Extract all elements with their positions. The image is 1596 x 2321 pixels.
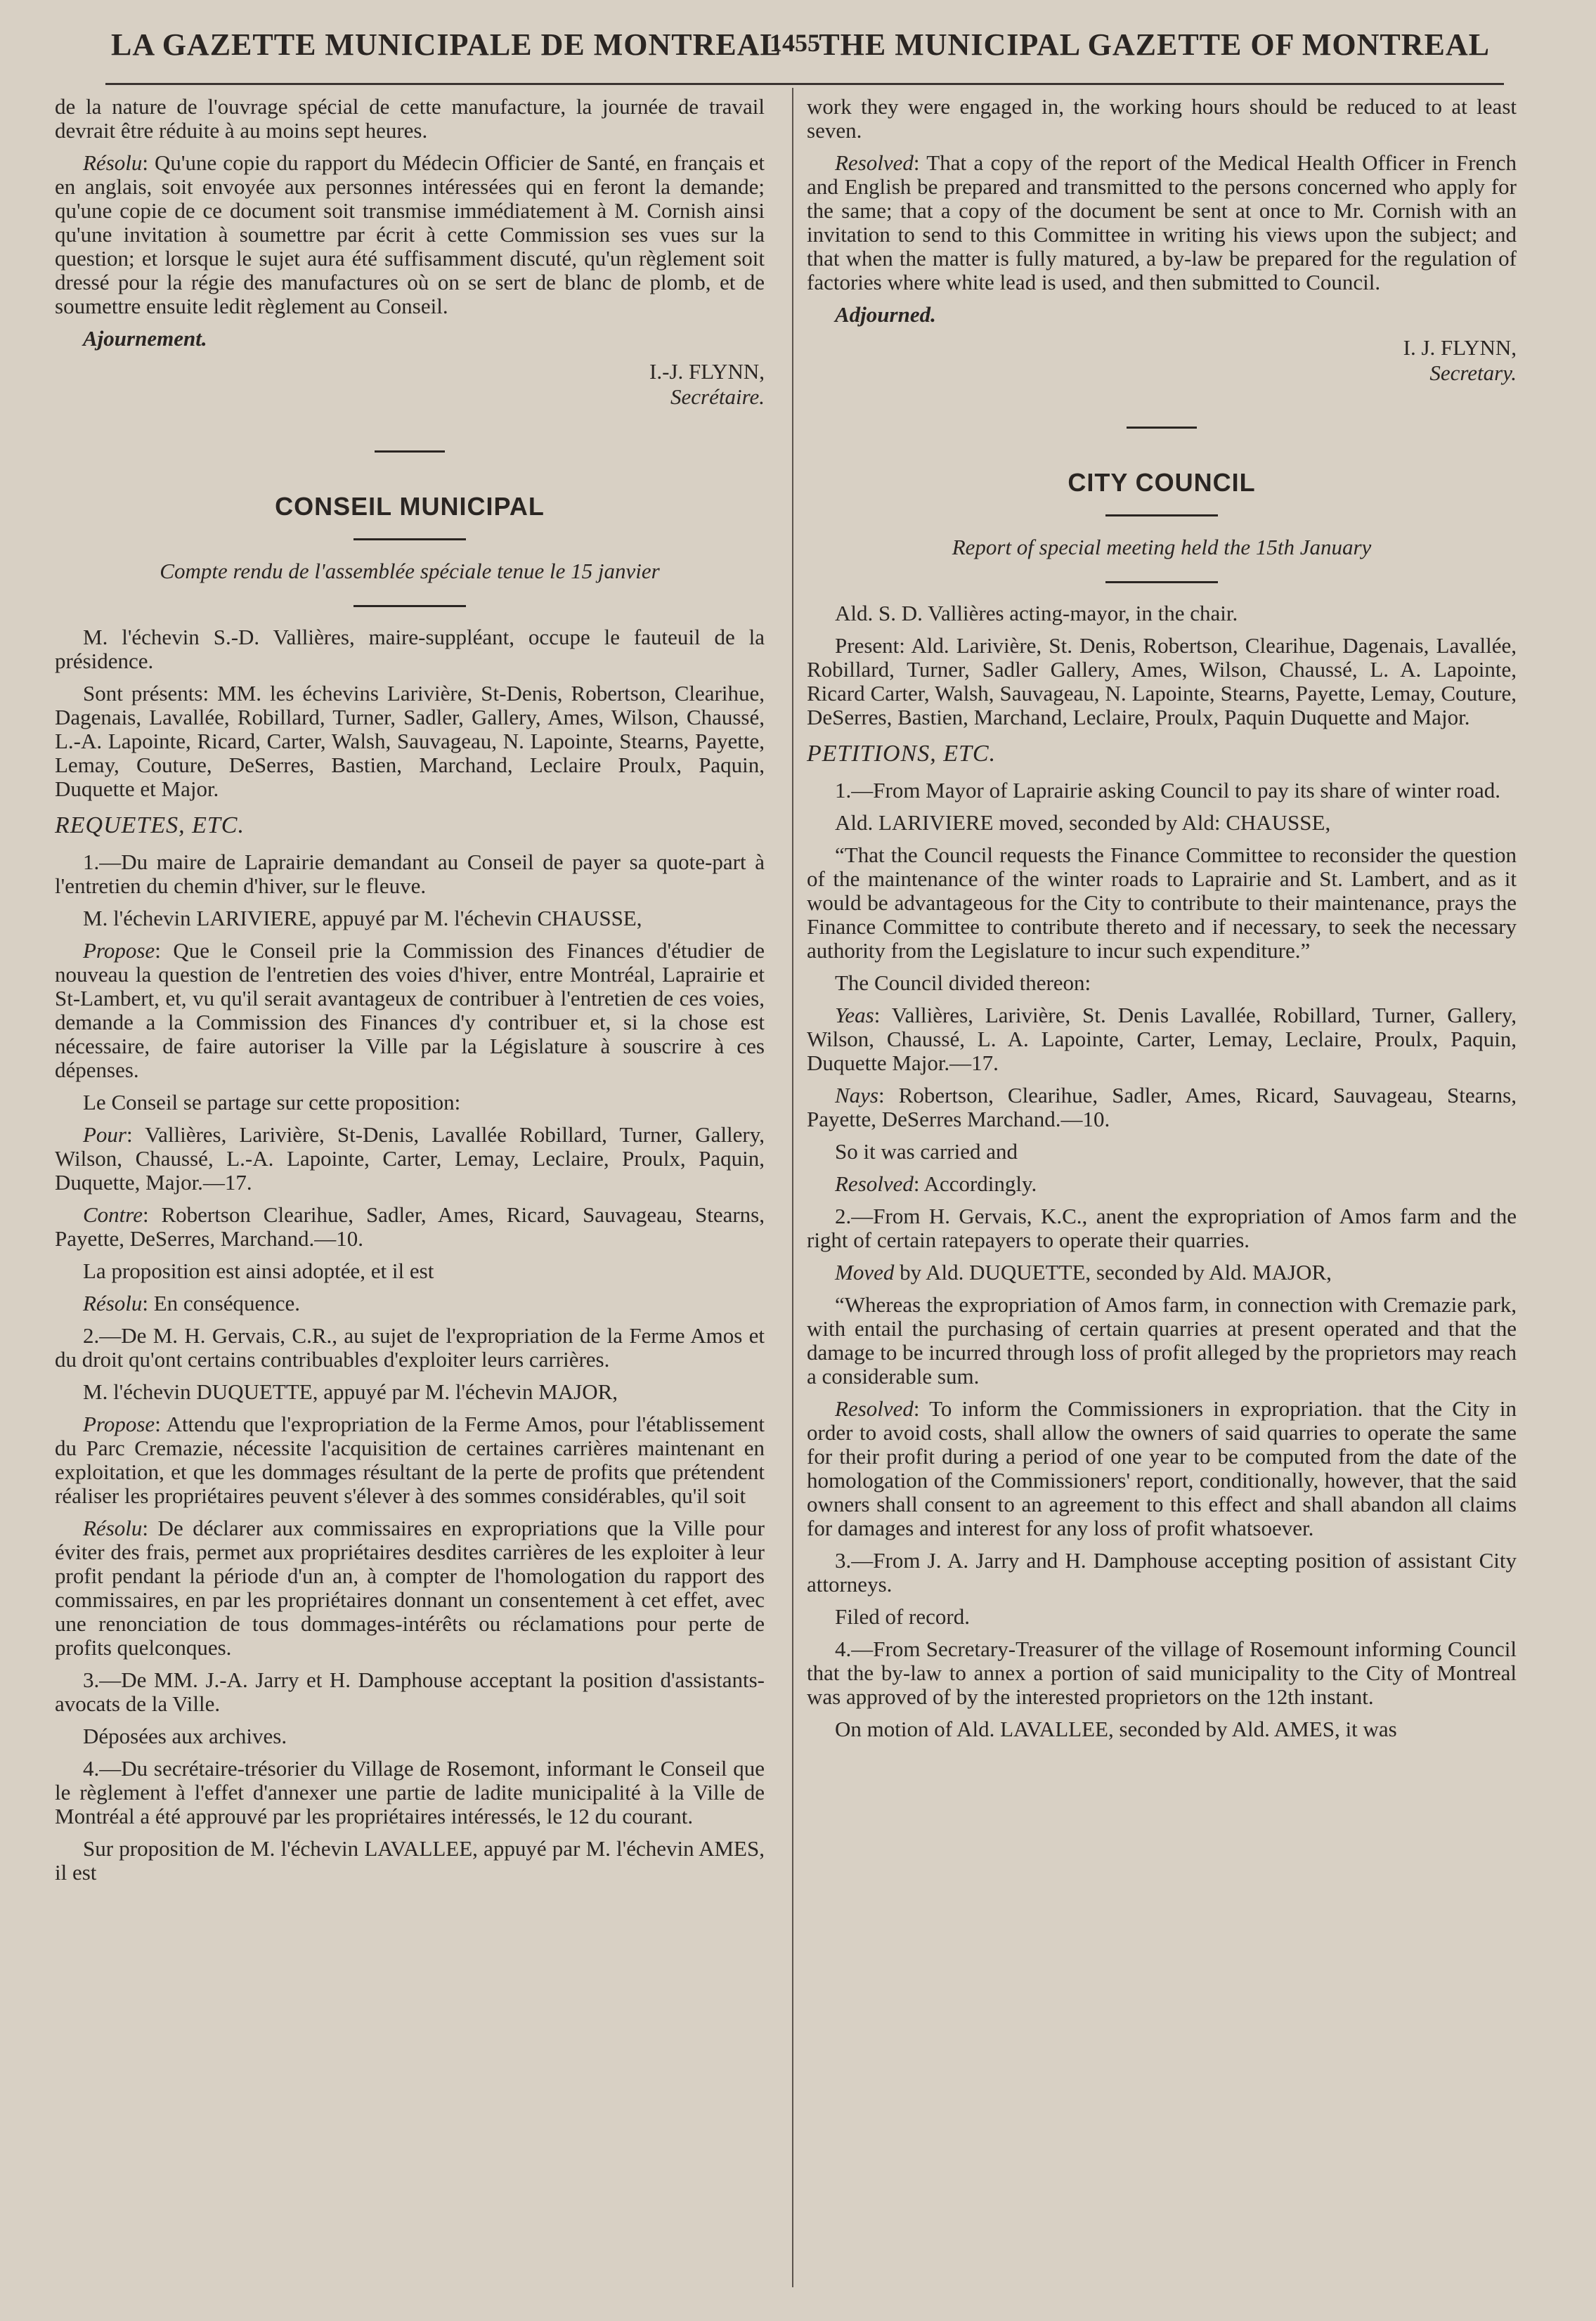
fr-request-1: 1.—Du maire de Laprairie demandant au Conseil de payer sa quote-part à l'entretien du chemin d'hiver, sur le fleuve. [55,850,765,898]
en-petition-2-resolved [807,1397,1517,1540]
fr-request-2-moved: M. l'échevin DUQUETTE, appuyé par M. l'échevin MAJOR, [83,1379,618,1404]
en-signature-title: Secretary. [1429,360,1517,385]
en-nays-text: : Robertson, Clearihue, Sadler, Ames, Ricard, Sauvageau, Stearns, Payette, DeSerres Marchand.—10. [807,1083,1517,1131]
fr-meeting-subtitle: Compte rendu de l'assemblée spéciale tenue le 15 janvier [160,559,660,583]
en-resolution-text: : That a copy of the report of the Medical Health Officer in French and English be prepared and transmitted to the persons concerned who apply for the same; that a copy of the document be sent at once to Mr. Cornish with an invitation to send to this Committee in writing his views upon the subject; and that when the matter is fully matured, a by-law be prepared for the regulation of factories where white lead is used, and then submitted to Council. [807,150,1517,294]
fr-request-1-divide: Le Conseil se partage sur cette proposition: [83,1090,461,1114]
fr-request-1-resolu-label: Résolu [83,1291,143,1315]
english-column [807,95,1517,1750]
page-header [105,20,1504,85]
en-petition-2-resolved-text: : To inform the Commissioners in expropriation. that the City in order to avoid costs, shall allow the owners of said quarries to operate the same for their profit during a period of one year to be computed from the date of the homologation of the Commissioners' report, conditionally, however, that the said owners shall consent to an agreement to this effect and shall abandon all claims for damages and interest for any loss of profit whatsoever. [807,1396,1517,1540]
fr-request-3-filed: Déposées aux archives. [83,1724,287,1748]
en-yeas-label: Yeas [835,1003,874,1027]
fr-request-3: 3.—De MM. J.-A. Jarry et H. Damphouse acceptant la position d'assistants-avocats de la Ville. [55,1667,765,1716]
en-meeting-subtitle: Report of special meeting held the 15th January [952,535,1372,559]
fr-subtitle-rule [353,605,466,607]
fr-request-4-motion: Sur proposition de M. l'échevin LAVALLEE, appuyé par M. l'échevin AMES, il est [55,1836,765,1885]
page-number: 1455 [770,29,820,57]
fr-request-1-proposal [55,939,765,1082]
fr-contre-text: : Robertson Clearihue, Sadler, Ames, Ricard, Sauvageau, Stearns, Payette, DeSerres, Marchand.—10. [55,1202,765,1251]
en-signature-title-line [807,360,1517,386]
fr-request-2-proposal-label: Propose [83,1412,155,1436]
fr-request-2-resolu-label: Résolu [83,1516,143,1540]
en-petition-1-quote: “That the Council requests the Finance Committee to reconsider the question of the maintenance of the winter roads to Laprairie and St. Lambert, and as it would be advantageous for the City to contribute to their maintenance, prays the Finance Committee to contribute thereto and if necessary, to seek the necessary authority from the Legislature to incur such expenditure.” [807,843,1517,963]
en-petition-1-nays [807,1084,1517,1131]
fr-resolution-text: : Qu'une copie du rapport du Médecin Officier de Santé, en français et en anglais, soit envoyée aux personnes intéressées qui en feront la demande; qu'une copie de ce document soit transmise immédiatement à M. Cornish ainsi qu'une invitation à soumettre par écrit à cette Commission ses vues sur la question; et lorsque le sujet aura été suffisamment discuté, qu'un règlement soit dressé pour la régie des manufactures où on se sert de blanc de plomb, et de soumettre ensuite ledit règlement au Conseil. [55,150,765,318]
fr-request-2: 2.—De M. H. Gervais, C.R., au sujet de l'expropriation de la Ferme Amos et du droit qu'ont certains contribuables d'exploiter leurs carrières. [55,1323,765,1372]
en-chair: Ald. S. D. Vallières acting-mayor, in the chair. [835,601,1238,625]
en-petitions-heading: PETITIONS, ETC. [807,741,997,767]
fr-request-4: 4.—Du secrétaire-trésorier du Village de Rosemont, informant le Conseil que le règlement à l'effet d'annexer une partie de ladite municipalité à la Ville de Montréal a été approuvé par les propriétaires intéressés, le 12 du courant. [55,1756,765,1828]
fr-request-1-adopted: La proposition est ainsi adoptée, et il est [83,1259,434,1283]
en-petition-2-moved-label: Moved [835,1260,895,1285]
en-title-rule [1105,514,1218,516]
fr-request-2-resolu [55,1516,765,1660]
fr-request-1-moved: M. l'échevin LARIVIERE, appuyé par M. l'échevin CHAUSSE, [83,906,642,930]
fr-adjournment: Ajournement. [83,326,207,351]
en-present: Present: Ald. Larivière, St. Denis, Robertson, Clearihue, Dagenais, Lavallée, Robillard, Turner, Sadler Gallery, Ames, Wilson, Chaussé, L. A. Lapointe, Ricard Carter, Walsh, Sauvageau, N. Lapointe, Stearns, Payette, Lemay, Couture, DeSerres, Bastien, Marchand, Leclaire, Proulx, Paquin Duquette and Major. [807,633,1517,729]
en-signature-name: I. J. FLYNN, [1403,335,1517,360]
en-intro-paragraph: work they were engaged in, the working hours should be reduced to at least seven. [807,94,1517,143]
en-petition-2-resolved-label: Resolved [835,1396,914,1421]
en-petition-1-yeas [807,1003,1517,1075]
fr-request-1-proposal-text: : Que le Conseil prie la Commission des Finances d'étudier de nouveau la question de l'entretien des voies d'hiver, entre Montréal, Laprairie et St-Lambert, et, vu qu'il serait avantageux de contribuer à l'entretien de ces voies, demande a la Commission des Finances d'y contribuer et, si la chose est nécessaire, de faire autoriser la Ville par la Législature à souscrire à ces dépenses. [55,938,765,1082]
fr-signature-title: Secrétaire. [670,384,765,409]
en-nays-label: Nays [835,1083,878,1107]
fr-title-rule [353,538,466,540]
en-adjournment: Adjourned. [835,302,936,327]
en-subtitle-rule [1105,581,1218,583]
fr-request-2-proposal [55,1412,765,1508]
en-petition-1-resolved-text: : Accordingly. [913,1171,1037,1196]
en-petition-1-divide: The Council divided thereon: [835,970,1091,995]
fr-section-rule [375,450,445,453]
en-petition-2-moved-text: by Ald. DUQUETTE, seconded by Ald. MAJOR, [894,1260,1332,1285]
fr-section-title: CONSEIL MUNICIPAL [275,492,545,521]
fr-present: Sont présents: MM. les échevins Larivière, St-Denis, Robertson, Clearihue, Dagenais, Lavallée, Robillard, Turner, Sadler, Gallery, Ames, Wilson, Chaussé, L.-A. Lapointe, Ricard, Carter, Walsh, Sauvageau, N. Lapointe, Stearns, Payette, Lemay, Couture, DeSerres, Bastien, Marchand, Leclaire Proulx, Paquin, Duquette et Major. [55,681,765,801]
fr-resolution-label: Résolu [83,150,143,175]
fr-request-1-resolu-text: : En conséquence. [142,1291,301,1315]
en-yeas-text: : Vallières, Larivière, St. Denis Lavallée, Robillard, Turner, Gallery, Wilson, Chaussé, L. A. Lapointe, Carter, Lemay, Leclaire, Proulx, Paquin, Duquette Major.—17. [807,1003,1517,1075]
en-petition-1-resolved [807,1172,1517,1196]
en-petition-3-filed: Filed of record. [835,1604,970,1629]
en-section-title: CITY COUNCIL [1068,468,1256,497]
fr-request-2-resolu-text: : De déclarer aux commissaires en expropriations que la Ville pour éviter des frais, permet aux propriétaires desdites carrières de les exploiter à leur profit pendant la période d'un an, à compter de l'homologation du rapport des commissaires, en par les propriétaires donnant un consentement à cet effet, avec une renonciation de tous dommages-intérêts ou réclamations pour perte de profits quelconques. [55,1516,765,1660]
fr-request-1-pour [55,1123,765,1195]
column-divider [792,88,793,2287]
fr-signature-name: I.-J. FLYNN, [649,359,765,384]
en-petition-4-motion: On motion of Ald. LAVALLEE, seconded by Ald. AMES, it was [835,1717,1397,1741]
en-petition-3: 3.—From J. A. Jarry and H. Damphouse accepting position of assistant City attorneys. [807,1548,1517,1597]
fr-resolution-paragraph [55,151,765,318]
en-petition-1-carried: So it was carried and [835,1139,1018,1164]
en-resolution-paragraph [807,151,1517,294]
fr-request-1-resolu [55,1292,765,1315]
fr-contre-label: Contre [83,1202,143,1227]
fr-pour-text: : Vallières, Larivière, St-Denis, Lavallée Robillard, Turner, Gallery, Wilson, Chaussé, L.-A. Lapointe, Carter, Lemay, Leclaire, Proulx, Paquin, Duquette, Major.—17. [55,1122,765,1195]
fr-chair: M. l'échevin S.-D. Vallières, maire-suppléant, occupe le fauteuil de la présidence. [55,625,765,673]
fr-signature-title-line [55,384,765,410]
fr-requests-heading: REQUETES, ETC. [55,812,245,838]
en-petition-2: 2.—From H. Gervais, K.C., anent the expropriation of Amos farm and the right of certain ratepayers to operate their quarries. [807,1204,1517,1252]
french-column [55,95,765,1893]
header-title-french: LA GAZETTE MUNICIPALE DE MONTREAL [111,27,781,62]
fr-pour-label: Pour [83,1122,126,1147]
en-resolution-label: Resolved [835,150,914,175]
en-petition-4: 4.—From Secretary-Treasurer of the village of Rosemount informing Council that the by-law to annex a portion of said municipality to the City of Montreal was approved of by the interested proprietors on the 12th instant. [807,1637,1517,1709]
fr-request-1-proposal-label: Propose [83,938,155,963]
en-petition-1: 1.—From Mayor of Laprairie asking Council to pay its share of winter road. [835,778,1500,802]
fr-request-1-contre [55,1203,765,1251]
en-petition-1-moved: Ald. LARIVIERE moved, seconded by Ald: CHAUSSE, [835,810,1331,835]
en-petition-2-quote: “Whereas the expropriation of Amos farm, in connection with Cremazie park, with entail the purchasing of certain quarries at present operated and that the damage to be incurred through loss of profit alleged by the proprietors may reach a considerable sum. [807,1292,1517,1389]
fr-request-2-proposal-text: : Attendu que l'expropriation de la Ferme Amos, pour l'établissement du Parc Cremazie, nécessite l'acquisition de certaines carrières maintenant en exploitation, et que les dommages résultant de la perte de profits que prétendent réaliser les propriétaires peuvent s'élever à des sommes considérables, qu'il soit [55,1412,765,1508]
en-petition-2-moved [807,1261,1517,1285]
en-petition-1-resolved-label: Resolved [835,1171,914,1196]
fr-intro-paragraph: de la nature de l'ouvrage spécial de cette manufacture, la journée de travail devrait être réduite à au moins sept heures. [55,94,765,143]
en-section-rule [1127,427,1197,429]
header-title-english: THE MUNICIPAL GAZETTE OF MONTREAL [819,27,1490,62]
